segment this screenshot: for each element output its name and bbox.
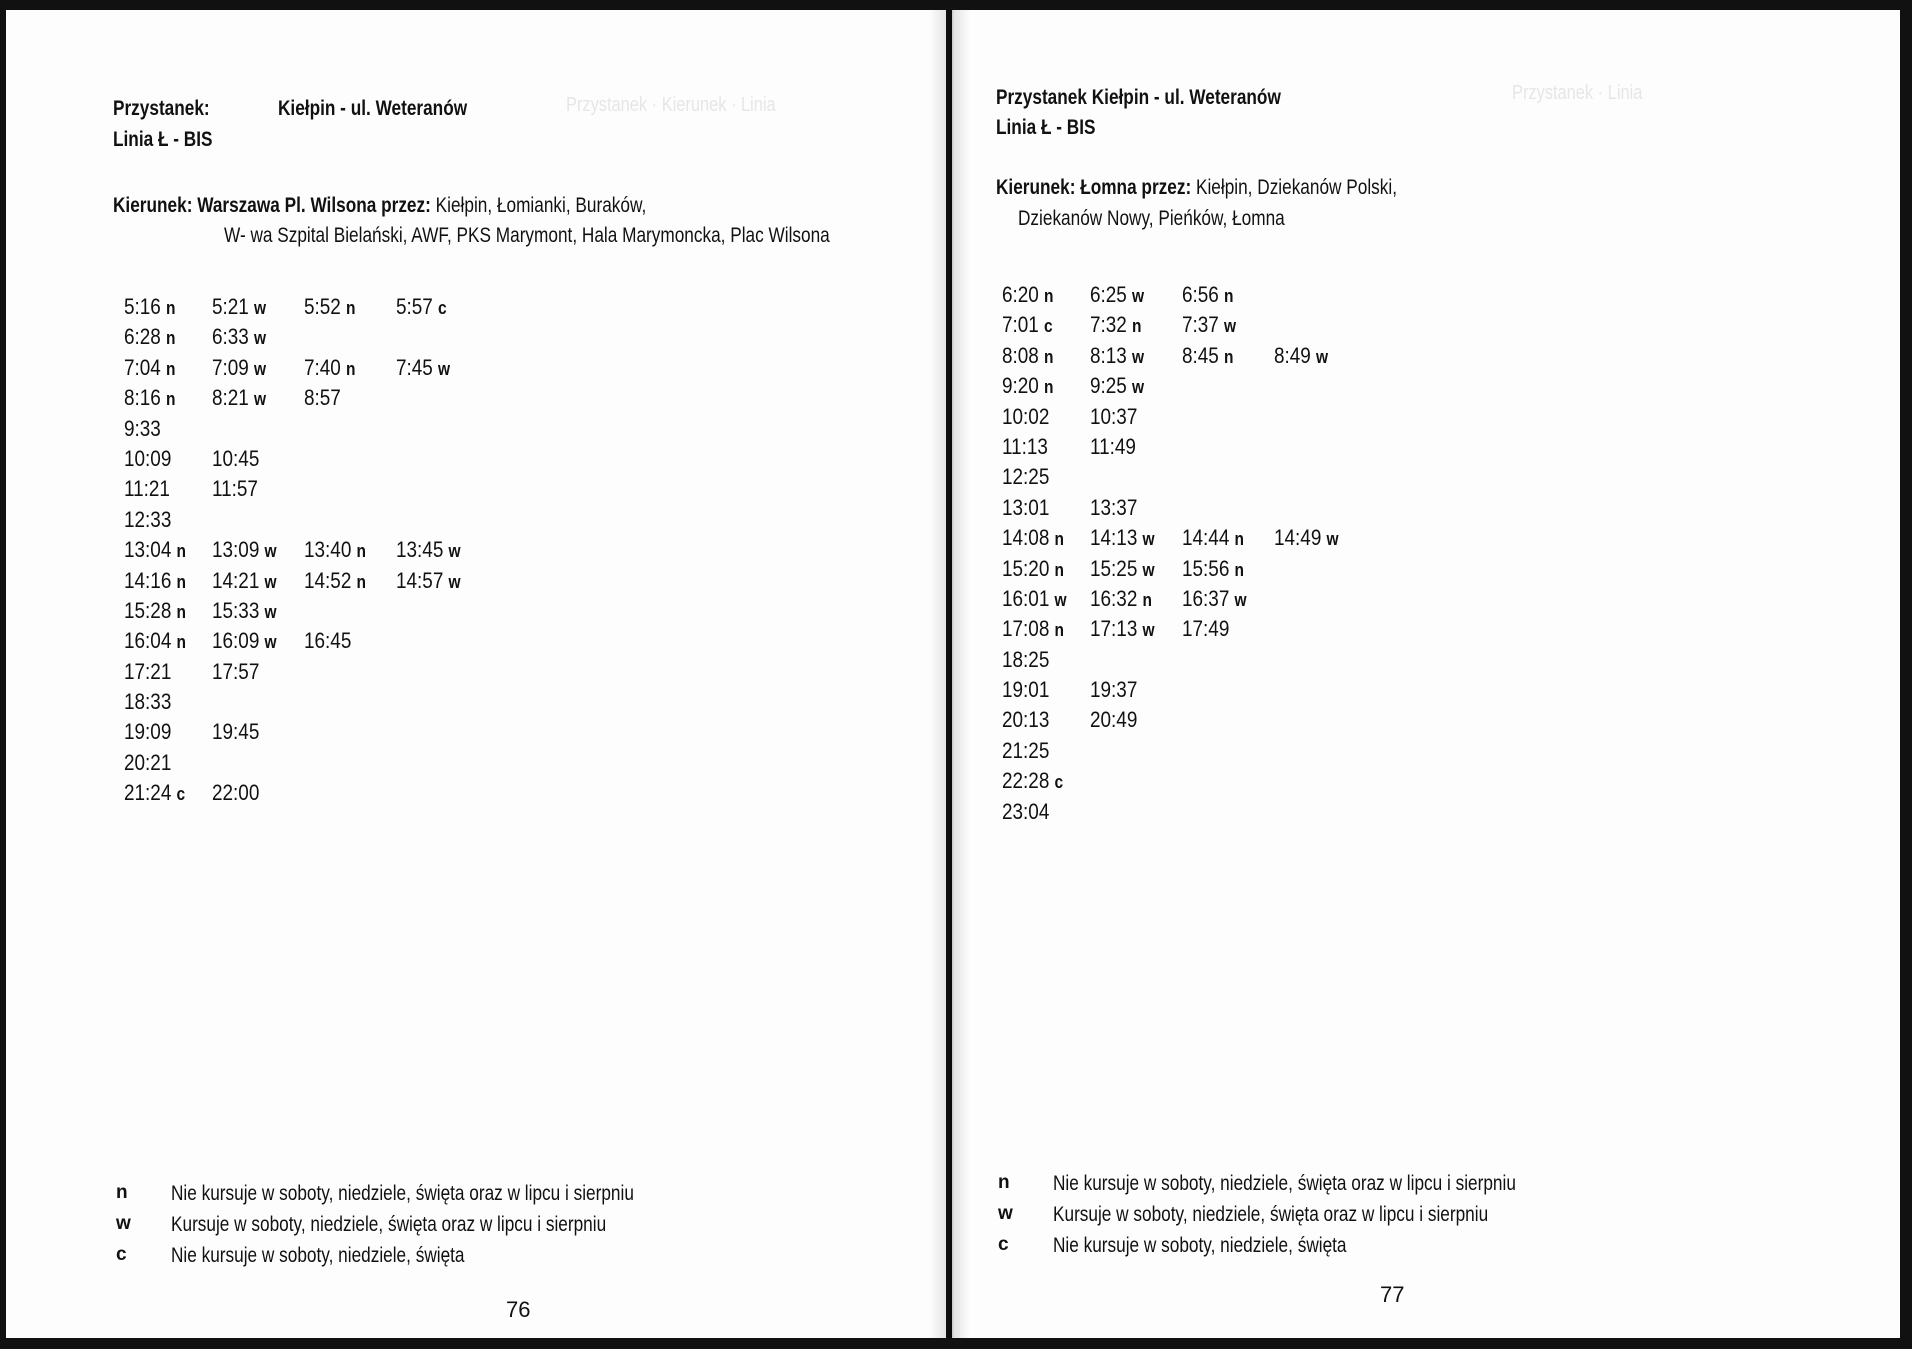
time-value: 8:57 bbox=[304, 385, 341, 411]
time-value: 16:09 bbox=[212, 628, 260, 654]
time-value: 14:52 bbox=[304, 567, 352, 593]
service-flag: w bbox=[1315, 346, 1329, 367]
departure-time bbox=[124, 568, 186, 594]
time-value: 10:37 bbox=[1090, 403, 1138, 429]
departure-time bbox=[212, 568, 277, 594]
legend-item bbox=[116, 1244, 816, 1275]
timetable-row bbox=[124, 507, 524, 537]
time-value: 7:37 bbox=[1182, 312, 1219, 338]
departure-time bbox=[212, 780, 259, 806]
time-value: 15:56 bbox=[1182, 555, 1230, 581]
time-value: 11:57 bbox=[212, 476, 258, 502]
departure-time bbox=[1090, 677, 1137, 703]
direction-via-continued: W- wa Szpital Bielański, AWF, PKS Marymont, Hala Marymoncka, Plac Wilsona bbox=[224, 224, 830, 247]
service-flag: w bbox=[1054, 589, 1067, 610]
time-value: 5:21 bbox=[212, 294, 249, 319]
timetable-row bbox=[1002, 464, 1402, 494]
timetable-row bbox=[1002, 707, 1402, 737]
departure-time bbox=[304, 294, 355, 320]
departure-time bbox=[1090, 586, 1152, 612]
service-flag: n bbox=[165, 358, 176, 379]
service-flag: n bbox=[1131, 316, 1142, 337]
departure-time bbox=[124, 294, 175, 320]
time-value: 22:28 bbox=[1002, 768, 1050, 794]
time-value: 19:37 bbox=[1090, 677, 1138, 703]
line-label: Linia Ł - BIS bbox=[996, 116, 1096, 139]
departure-time bbox=[1002, 799, 1049, 825]
time-value: 14:13 bbox=[1090, 525, 1138, 551]
timetable-row bbox=[124, 537, 524, 567]
time-value: 10:45 bbox=[212, 445, 260, 471]
time-value: 17:49 bbox=[1182, 616, 1230, 642]
departure-time bbox=[212, 719, 259, 745]
service-flag: n bbox=[1142, 589, 1152, 610]
time-value: 16:45 bbox=[304, 628, 352, 654]
time-value: 14:49 bbox=[1274, 525, 1322, 551]
time-value: 13:04 bbox=[124, 537, 172, 563]
time-value: 14:16 bbox=[124, 567, 172, 593]
departure-time bbox=[212, 476, 258, 502]
timetable-row bbox=[1002, 373, 1402, 403]
departure-time bbox=[396, 568, 461, 594]
service-flag: n bbox=[1234, 559, 1244, 580]
timetable-row bbox=[1002, 525, 1402, 555]
page-right bbox=[952, 10, 1900, 1338]
departure-time bbox=[1090, 616, 1155, 642]
departure-time bbox=[304, 537, 366, 563]
time-value: 17:21 bbox=[124, 658, 172, 684]
legend-code: n bbox=[998, 1172, 1010, 1193]
departure-time bbox=[1274, 525, 1339, 551]
service-flag: c bbox=[1054, 772, 1064, 793]
service-flag: n bbox=[1223, 346, 1234, 367]
time-value: 22:00 bbox=[212, 780, 260, 806]
bleed-through-text: Przystanek · Kierunek · Linia bbox=[566, 94, 776, 116]
service-flag: n bbox=[176, 571, 186, 592]
time-value: 19:45 bbox=[212, 719, 260, 745]
service-flag: c bbox=[176, 784, 186, 805]
time-value: 10:09 bbox=[124, 445, 172, 471]
time-value: 15:20 bbox=[1002, 555, 1050, 581]
departure-time bbox=[1002, 495, 1049, 521]
service-flag: w bbox=[253, 389, 267, 410]
service-flag: n bbox=[165, 389, 176, 410]
departure-time bbox=[1002, 677, 1049, 703]
service-flag: n bbox=[165, 298, 176, 318]
departure-time bbox=[124, 598, 186, 624]
departure-time bbox=[124, 416, 161, 442]
departure-time bbox=[1002, 312, 1053, 338]
timetable-row bbox=[124, 719, 524, 749]
page-number-left: 76 bbox=[506, 1297, 531, 1322]
departure-time bbox=[1002, 343, 1053, 369]
departure-time bbox=[124, 628, 186, 654]
departure-time bbox=[124, 446, 171, 472]
time-value: 9:33 bbox=[124, 415, 161, 441]
departure-time bbox=[124, 750, 171, 776]
service-flag: c bbox=[437, 298, 447, 318]
line-label: Linia Ł - BIS bbox=[113, 128, 213, 151]
timetable-row bbox=[1002, 799, 1402, 829]
departure-time bbox=[124, 507, 171, 533]
departure-time bbox=[212, 324, 266, 350]
time-value: 13:09 bbox=[212, 537, 260, 563]
legend-item bbox=[998, 1203, 1698, 1234]
timetable-row bbox=[1002, 677, 1402, 707]
departure-time bbox=[1002, 556, 1064, 582]
time-value: 6:56 bbox=[1182, 282, 1219, 307]
departure-time bbox=[1182, 312, 1236, 338]
timetable-row bbox=[1002, 343, 1402, 373]
departure-time bbox=[212, 598, 277, 624]
direction-label: Kierunek: Warszawa Pl. Wilsona przez: bbox=[113, 194, 431, 217]
time-value: 18:33 bbox=[124, 689, 172, 715]
timetable-row bbox=[1002, 312, 1402, 342]
service-flag: w bbox=[1131, 346, 1145, 367]
service-flag: w bbox=[253, 298, 267, 318]
timetable-row bbox=[1002, 434, 1402, 464]
time-value: 20:13 bbox=[1002, 707, 1050, 733]
timetable-row bbox=[124, 476, 524, 506]
departure-time bbox=[396, 537, 461, 563]
time-value: 11:21 bbox=[124, 476, 170, 502]
service-flag: w bbox=[1234, 589, 1247, 610]
departure-time bbox=[1182, 556, 1244, 582]
service-flag: w bbox=[1142, 620, 1155, 641]
time-value: 15:25 bbox=[1090, 555, 1138, 581]
departure-time bbox=[212, 537, 277, 563]
page-left bbox=[6, 10, 946, 1338]
time-value: 20:49 bbox=[1090, 707, 1138, 733]
legend-text: Nie kursuje w soboty, niedziele, święta bbox=[171, 1244, 465, 1267]
time-value: 9:25 bbox=[1090, 373, 1127, 399]
departure-time bbox=[1090, 525, 1155, 551]
timetable-row bbox=[124, 750, 524, 780]
time-value: 8:13 bbox=[1090, 342, 1127, 368]
service-flag: w bbox=[437, 358, 451, 379]
time-value: 10:02 bbox=[1002, 403, 1050, 429]
legend-text: Nie kursuje w soboty, niedziele, święta oraz w lipcu i sierpniu bbox=[1053, 1172, 1516, 1195]
service-flag: w bbox=[1142, 559, 1155, 580]
stop-label: Przystanek: bbox=[113, 97, 210, 120]
departure-time bbox=[396, 355, 450, 381]
service-flag: n bbox=[1043, 377, 1054, 398]
time-value: 5:52 bbox=[304, 294, 341, 319]
timetable-row bbox=[124, 568, 524, 598]
time-value: 9:20 bbox=[1002, 373, 1039, 399]
direction-label: Kierunek: Łomna przez: bbox=[996, 176, 1192, 199]
service-flag: n bbox=[1043, 346, 1054, 367]
legend-code: n bbox=[116, 1182, 128, 1203]
time-value: 21:24 bbox=[124, 780, 172, 806]
time-value: 14:57 bbox=[396, 567, 444, 593]
legend-left bbox=[116, 1182, 816, 1275]
service-flag: n bbox=[356, 571, 366, 592]
direction-via: Kiełpin, Łomianki, Buraków, bbox=[435, 194, 647, 217]
service-flag: w bbox=[264, 541, 277, 562]
time-value: 7:01 bbox=[1002, 312, 1039, 338]
service-flag: w bbox=[253, 358, 267, 379]
departure-time bbox=[212, 355, 266, 381]
service-flag: w bbox=[264, 632, 277, 653]
service-flag: n bbox=[356, 541, 366, 562]
service-flag: n bbox=[1054, 529, 1064, 550]
departure-time bbox=[1182, 616, 1229, 642]
service-flag: w bbox=[1223, 316, 1237, 337]
time-value: 8:49 bbox=[1274, 342, 1311, 368]
departure-time bbox=[124, 537, 186, 563]
timetable-row bbox=[124, 324, 524, 354]
service-flag: w bbox=[1326, 529, 1339, 550]
time-value: 19:01 bbox=[1002, 677, 1050, 703]
time-value: 23:04 bbox=[1002, 798, 1050, 824]
time-value: 11:13 bbox=[1002, 433, 1048, 459]
direction-line bbox=[996, 176, 1397, 200]
departure-time bbox=[1090, 556, 1155, 582]
timetable-row bbox=[124, 689, 524, 719]
departure-time bbox=[124, 719, 171, 745]
service-flag: c bbox=[1043, 316, 1053, 337]
direction-via-continued: Dziekanów Nowy, Pieńków, Łomna bbox=[1018, 207, 1285, 230]
departure-time bbox=[1002, 525, 1064, 551]
time-value: 6:20 bbox=[1002, 282, 1039, 307]
time-value: 6:33 bbox=[212, 324, 249, 350]
timetable-row bbox=[124, 385, 524, 415]
departure-time bbox=[1002, 464, 1049, 490]
legend-text: Kursuje w soboty, niedziele, święta oraz w lipcu i sierpniu bbox=[171, 1213, 607, 1236]
timetable-row bbox=[1002, 404, 1402, 434]
departure-time bbox=[1274, 343, 1328, 369]
time-value: 11:49 bbox=[1090, 433, 1136, 459]
service-flag: w bbox=[264, 571, 277, 592]
departure-time bbox=[1090, 373, 1144, 399]
departure-time bbox=[1002, 616, 1064, 642]
time-value: 7:40 bbox=[304, 354, 341, 380]
departure-time bbox=[304, 355, 355, 381]
time-value: 7:32 bbox=[1090, 312, 1127, 338]
service-flag: n bbox=[1043, 286, 1054, 306]
departure-time bbox=[1002, 373, 1053, 399]
timetable-row bbox=[124, 446, 524, 476]
time-value: 15:33 bbox=[212, 597, 260, 623]
stop-name: Kiełpin - ul. Weteranów bbox=[278, 97, 468, 120]
time-value: 7:45 bbox=[396, 354, 433, 380]
time-value: 17:08 bbox=[1002, 616, 1050, 642]
service-flag: w bbox=[448, 571, 461, 592]
time-value: 8:08 bbox=[1002, 342, 1039, 368]
service-flag: n bbox=[176, 541, 186, 562]
time-value: 17:13 bbox=[1090, 616, 1138, 642]
legend-code: w bbox=[998, 1203, 1013, 1224]
departure-time bbox=[1002, 404, 1049, 430]
time-value: 12:25 bbox=[1002, 464, 1050, 490]
departure-time bbox=[304, 628, 351, 654]
legend-item bbox=[998, 1172, 1698, 1203]
timetable-row bbox=[124, 598, 524, 628]
timetable-row bbox=[124, 355, 524, 385]
page-number-right: 77 bbox=[1380, 1282, 1405, 1307]
time-value: 14:08 bbox=[1002, 525, 1050, 551]
timetable-row bbox=[1002, 768, 1402, 798]
service-flag: w bbox=[1142, 529, 1155, 550]
timetable-row bbox=[1002, 556, 1402, 586]
legend-code: w bbox=[116, 1213, 131, 1234]
departure-time bbox=[304, 385, 341, 411]
departure-time bbox=[1182, 586, 1247, 612]
timetable-row bbox=[1002, 586, 1402, 616]
departure-time bbox=[1182, 343, 1233, 369]
time-value: 13:37 bbox=[1090, 494, 1138, 520]
time-value: 8:16 bbox=[124, 385, 161, 411]
time-value: 16:32 bbox=[1090, 585, 1138, 611]
service-flag: w bbox=[448, 541, 461, 562]
departure-time bbox=[1090, 707, 1137, 733]
time-value: 16:04 bbox=[124, 628, 172, 654]
service-flag: n bbox=[1223, 286, 1234, 306]
service-flag: n bbox=[1054, 559, 1064, 580]
departure-time bbox=[1002, 647, 1049, 673]
service-flag: n bbox=[176, 632, 186, 653]
legend-item bbox=[116, 1182, 816, 1213]
time-value: 7:04 bbox=[124, 354, 161, 380]
departure-time bbox=[212, 294, 266, 320]
departure-time bbox=[124, 324, 175, 350]
departure-time bbox=[304, 568, 366, 594]
time-value: 16:01 bbox=[1002, 585, 1050, 611]
departure-time bbox=[1090, 282, 1144, 308]
bleed-through-text: Przystanek · Linia bbox=[1512, 82, 1643, 104]
time-value: 20:21 bbox=[124, 749, 172, 775]
time-value: 19:09 bbox=[124, 719, 172, 745]
timetable-row bbox=[124, 416, 524, 446]
service-flag: w bbox=[1131, 286, 1145, 306]
time-value: 6:25 bbox=[1090, 282, 1127, 307]
time-value: 16:37 bbox=[1182, 585, 1230, 611]
service-flag: n bbox=[345, 358, 356, 379]
timetable-row bbox=[124, 659, 524, 689]
departure-time bbox=[1002, 738, 1049, 764]
legend-text: Nie kursuje w soboty, niedziele, święta bbox=[1053, 1234, 1347, 1257]
timetable-row bbox=[124, 780, 524, 810]
departure-time bbox=[1002, 586, 1067, 612]
timetable-row bbox=[124, 294, 524, 324]
departure-time bbox=[124, 385, 175, 411]
service-flag: w bbox=[264, 601, 277, 622]
service-flag: w bbox=[1131, 377, 1145, 398]
legend-code: c bbox=[116, 1244, 127, 1265]
time-value: 12:33 bbox=[124, 506, 172, 532]
service-flag: n bbox=[1054, 620, 1064, 641]
departure-time bbox=[1002, 282, 1053, 308]
service-flag: n bbox=[1234, 529, 1244, 550]
service-flag: n bbox=[165, 328, 176, 349]
departure-time bbox=[1090, 343, 1144, 369]
time-value: 6:28 bbox=[124, 324, 161, 350]
legend-text: Kursuje w soboty, niedziele, święta oraz w lipcu i sierpniu bbox=[1053, 1203, 1489, 1226]
departure-time bbox=[124, 476, 170, 502]
time-value: 8:21 bbox=[212, 385, 249, 411]
departure-time bbox=[212, 659, 259, 685]
departure-time bbox=[212, 628, 277, 654]
time-value: 5:16 bbox=[124, 294, 161, 319]
departure-time bbox=[124, 659, 171, 685]
legend-item bbox=[998, 1234, 1698, 1265]
departure-time bbox=[124, 355, 175, 381]
time-value: 17:57 bbox=[212, 658, 260, 684]
service-flag: n bbox=[176, 601, 186, 622]
legend-item bbox=[116, 1213, 816, 1244]
time-value: 13:40 bbox=[304, 537, 352, 563]
direction-via: Kiełpin, Dziekanów Polski, bbox=[1195, 176, 1397, 199]
departure-time bbox=[1182, 525, 1244, 551]
stop-line: Przystanek Kiełpin - ul. Weteranów bbox=[996, 86, 1281, 109]
time-value: 13:01 bbox=[1002, 494, 1050, 520]
departure-time bbox=[1002, 434, 1048, 460]
legend-code: c bbox=[998, 1234, 1009, 1255]
timetable-row bbox=[1002, 647, 1402, 677]
service-flag: n bbox=[345, 298, 356, 318]
departure-time bbox=[1002, 768, 1063, 794]
time-value: 15:28 bbox=[124, 597, 172, 623]
timetable-right bbox=[1002, 282, 1402, 829]
time-value: 18:25 bbox=[1002, 646, 1050, 672]
time-value: 7:09 bbox=[212, 354, 249, 380]
time-value: 14:44 bbox=[1182, 525, 1230, 551]
legend-text: Nie kursuje w soboty, niedziele, święta oraz w lipcu i sierpniu bbox=[171, 1182, 634, 1205]
departure-time bbox=[1090, 312, 1141, 338]
time-value: 8:45 bbox=[1182, 342, 1219, 368]
timetable-row bbox=[1002, 616, 1402, 646]
departure-time bbox=[1090, 404, 1137, 430]
service-flag: w bbox=[253, 328, 267, 349]
departure-time bbox=[124, 689, 171, 715]
direction-line bbox=[113, 194, 646, 218]
departure-time bbox=[212, 385, 266, 411]
departure-time bbox=[1182, 282, 1233, 308]
legend-right bbox=[998, 1172, 1698, 1265]
departure-time bbox=[1090, 434, 1136, 460]
departure-time bbox=[212, 446, 259, 472]
timetable-row bbox=[1002, 495, 1402, 525]
timetable-row bbox=[1002, 738, 1402, 768]
timetable-row bbox=[124, 628, 524, 658]
departure-time bbox=[1002, 707, 1049, 733]
departure-time bbox=[124, 780, 185, 806]
timetable-row bbox=[1002, 282, 1402, 312]
time-value: 14:21 bbox=[212, 567, 260, 593]
time-value: 13:45 bbox=[396, 537, 444, 563]
time-value: 5:57 bbox=[396, 294, 433, 319]
timetable-left bbox=[124, 294, 524, 811]
time-value: 21:25 bbox=[1002, 737, 1050, 763]
departure-time bbox=[1090, 495, 1137, 521]
departure-time bbox=[396, 294, 447, 320]
